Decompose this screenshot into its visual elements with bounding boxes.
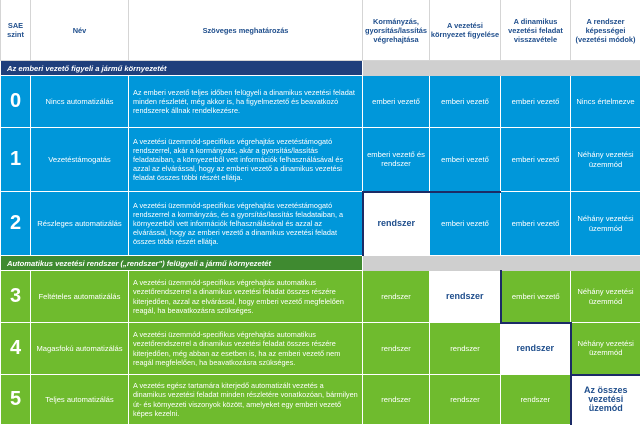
level-name: Feltételes automatizálás bbox=[31, 271, 129, 323]
level-name: Részleges automatizálás bbox=[31, 192, 129, 256]
monitoring-cell: emberi vezető bbox=[430, 76, 501, 128]
level-number: 5 bbox=[1, 375, 31, 425]
header-definition: Szöveges meghatározás bbox=[129, 0, 363, 61]
level-definition: A vezetési üzemmód-specifikus végrehajtás automatikus vezetőrendszerrel a dinamikus vezetési feladat összes részére kiterjedően, még abban az esetben is, ha az emberi vezető nem reagál megfelelően, ha beavatkozásra szükséges. bbox=[129, 323, 363, 375]
header-level: SAE szint bbox=[1, 0, 31, 61]
monitoring-cell: rendszer bbox=[430, 375, 501, 425]
level-definition: A vezetési üzemmód-specifikus végrehajtás automatikus vezetőrendszerrel a dinamikus vezetési feladat összes részére kiterjedően, azzal az elvárással, hogy emberi vezető megfelelően reagál, ha beavatkozásra szükséges. bbox=[129, 271, 363, 323]
table-row bbox=[1, 323, 640, 375]
steering-cell: rendszer bbox=[363, 192, 430, 256]
table-row bbox=[1, 192, 640, 256]
fallback-cell: emberi vezető bbox=[501, 271, 571, 323]
fallback-cell: emberi vezető bbox=[501, 128, 571, 192]
monitoring-cell: emberi vezető bbox=[430, 192, 501, 256]
level-number: 0 bbox=[1, 76, 31, 128]
level-name: Teljes automatizálás bbox=[31, 375, 129, 425]
capability-cell: Néhány vezetési üzemmód bbox=[571, 271, 640, 323]
section-human-label: Az emberi vezető figyeli a jármű környezetét bbox=[1, 61, 363, 76]
level-name: Magasfokú automatizálás bbox=[31, 323, 129, 375]
header-fallback: A dinamikus vezetési feladat visszavétele bbox=[501, 0, 571, 61]
capability-cell: Az összes vezetési üzemód bbox=[571, 375, 640, 425]
capability-cell: Néhány vezetési üzemmód bbox=[571, 192, 640, 256]
header-monitoring: A vezetési környezet figyelése bbox=[430, 0, 501, 61]
fallback-cell: rendszer bbox=[501, 323, 571, 375]
fallback-cell: emberi vezető bbox=[501, 192, 571, 256]
fallback-cell: rendszer bbox=[501, 375, 571, 425]
section-system-label: Automatikus vezetési rendszer („rendszer") felügyeli a jármű környezetét bbox=[1, 256, 363, 271]
level-definition: A vezetési üzemmód-specifikus végrehajtás vezetéstámogató rendszerrel, akár a kormányzás, akár a gyorsítás/lassítás feladataiban, a környezetből vett információk felhasználásával és azzal az elvárással, hogy az emberi vezető a dinamikus vezetési feladat összes többi részét ellátja. bbox=[129, 128, 363, 192]
level-definition: A vezetési üzemmód-specifikus végrehajtás vezetéstámogató rendszerrel a kormányzás, és a gyorsítás/lassítás feladataiban, a környezetből vett információk felhasználásával és azzal az elvárással, hogy az emberi vezető a dinamikus vezetési feladat összes többi részét ellátja. bbox=[129, 192, 363, 256]
steering-cell: emberi vezető bbox=[363, 76, 430, 128]
table-row bbox=[1, 76, 640, 128]
capability-cell: Nincs értelmezve bbox=[571, 76, 640, 128]
header-name: Név bbox=[31, 0, 129, 61]
steering-cell: rendszer bbox=[363, 323, 430, 375]
table-row bbox=[1, 128, 640, 192]
steering-cell: emberi vezető és rendszer bbox=[363, 128, 430, 192]
monitoring-cell: emberi vezető bbox=[430, 128, 501, 192]
section-system bbox=[1, 256, 640, 271]
header-row bbox=[1, 0, 640, 61]
level-number: 1 bbox=[1, 128, 31, 192]
level-number: 3 bbox=[1, 271, 31, 323]
capability-cell: Néhány vezetési üzemmód bbox=[571, 323, 640, 375]
table-row bbox=[1, 271, 640, 323]
level-definition: Az emberi vezető teljes időben felügyeli a dinamikus vezetési feladat minden részletét, még akkor is, ha figyelmeztető és beavatkozó rendszerek állnak rendelkezésre. bbox=[129, 76, 363, 128]
monitoring-cell: rendszer bbox=[430, 323, 501, 375]
table-row bbox=[1, 375, 640, 425]
steering-cell: rendszer bbox=[363, 271, 430, 323]
level-number: 4 bbox=[1, 323, 31, 375]
level-name: Vezetéstámogatás bbox=[31, 128, 129, 192]
header-capability: A rendszer képességei (vezetési módok) bbox=[571, 0, 640, 61]
steering-cell: rendszer bbox=[363, 375, 430, 425]
level-number: 2 bbox=[1, 192, 31, 256]
header-steering: Kormányzás, gyorsítás/lassítás végrehajtása bbox=[363, 0, 430, 61]
fallback-cell: emberi vezető bbox=[501, 76, 571, 128]
level-definition: A vezetés egész tartamára kiterjedő automatizált vezetés a dinamikus vezetési feladat minden részletére vonatkozóan, bármilyen út- és környezeti viszonyok között, amelyeket egy emberi vezető képes kezelni. bbox=[129, 375, 363, 425]
monitoring-cell: rendszer bbox=[430, 271, 501, 323]
section-human bbox=[1, 61, 640, 76]
capability-cell: Néhány vezetési üzemmód bbox=[571, 128, 640, 192]
level-name: Nincs automatizálás bbox=[31, 76, 129, 128]
